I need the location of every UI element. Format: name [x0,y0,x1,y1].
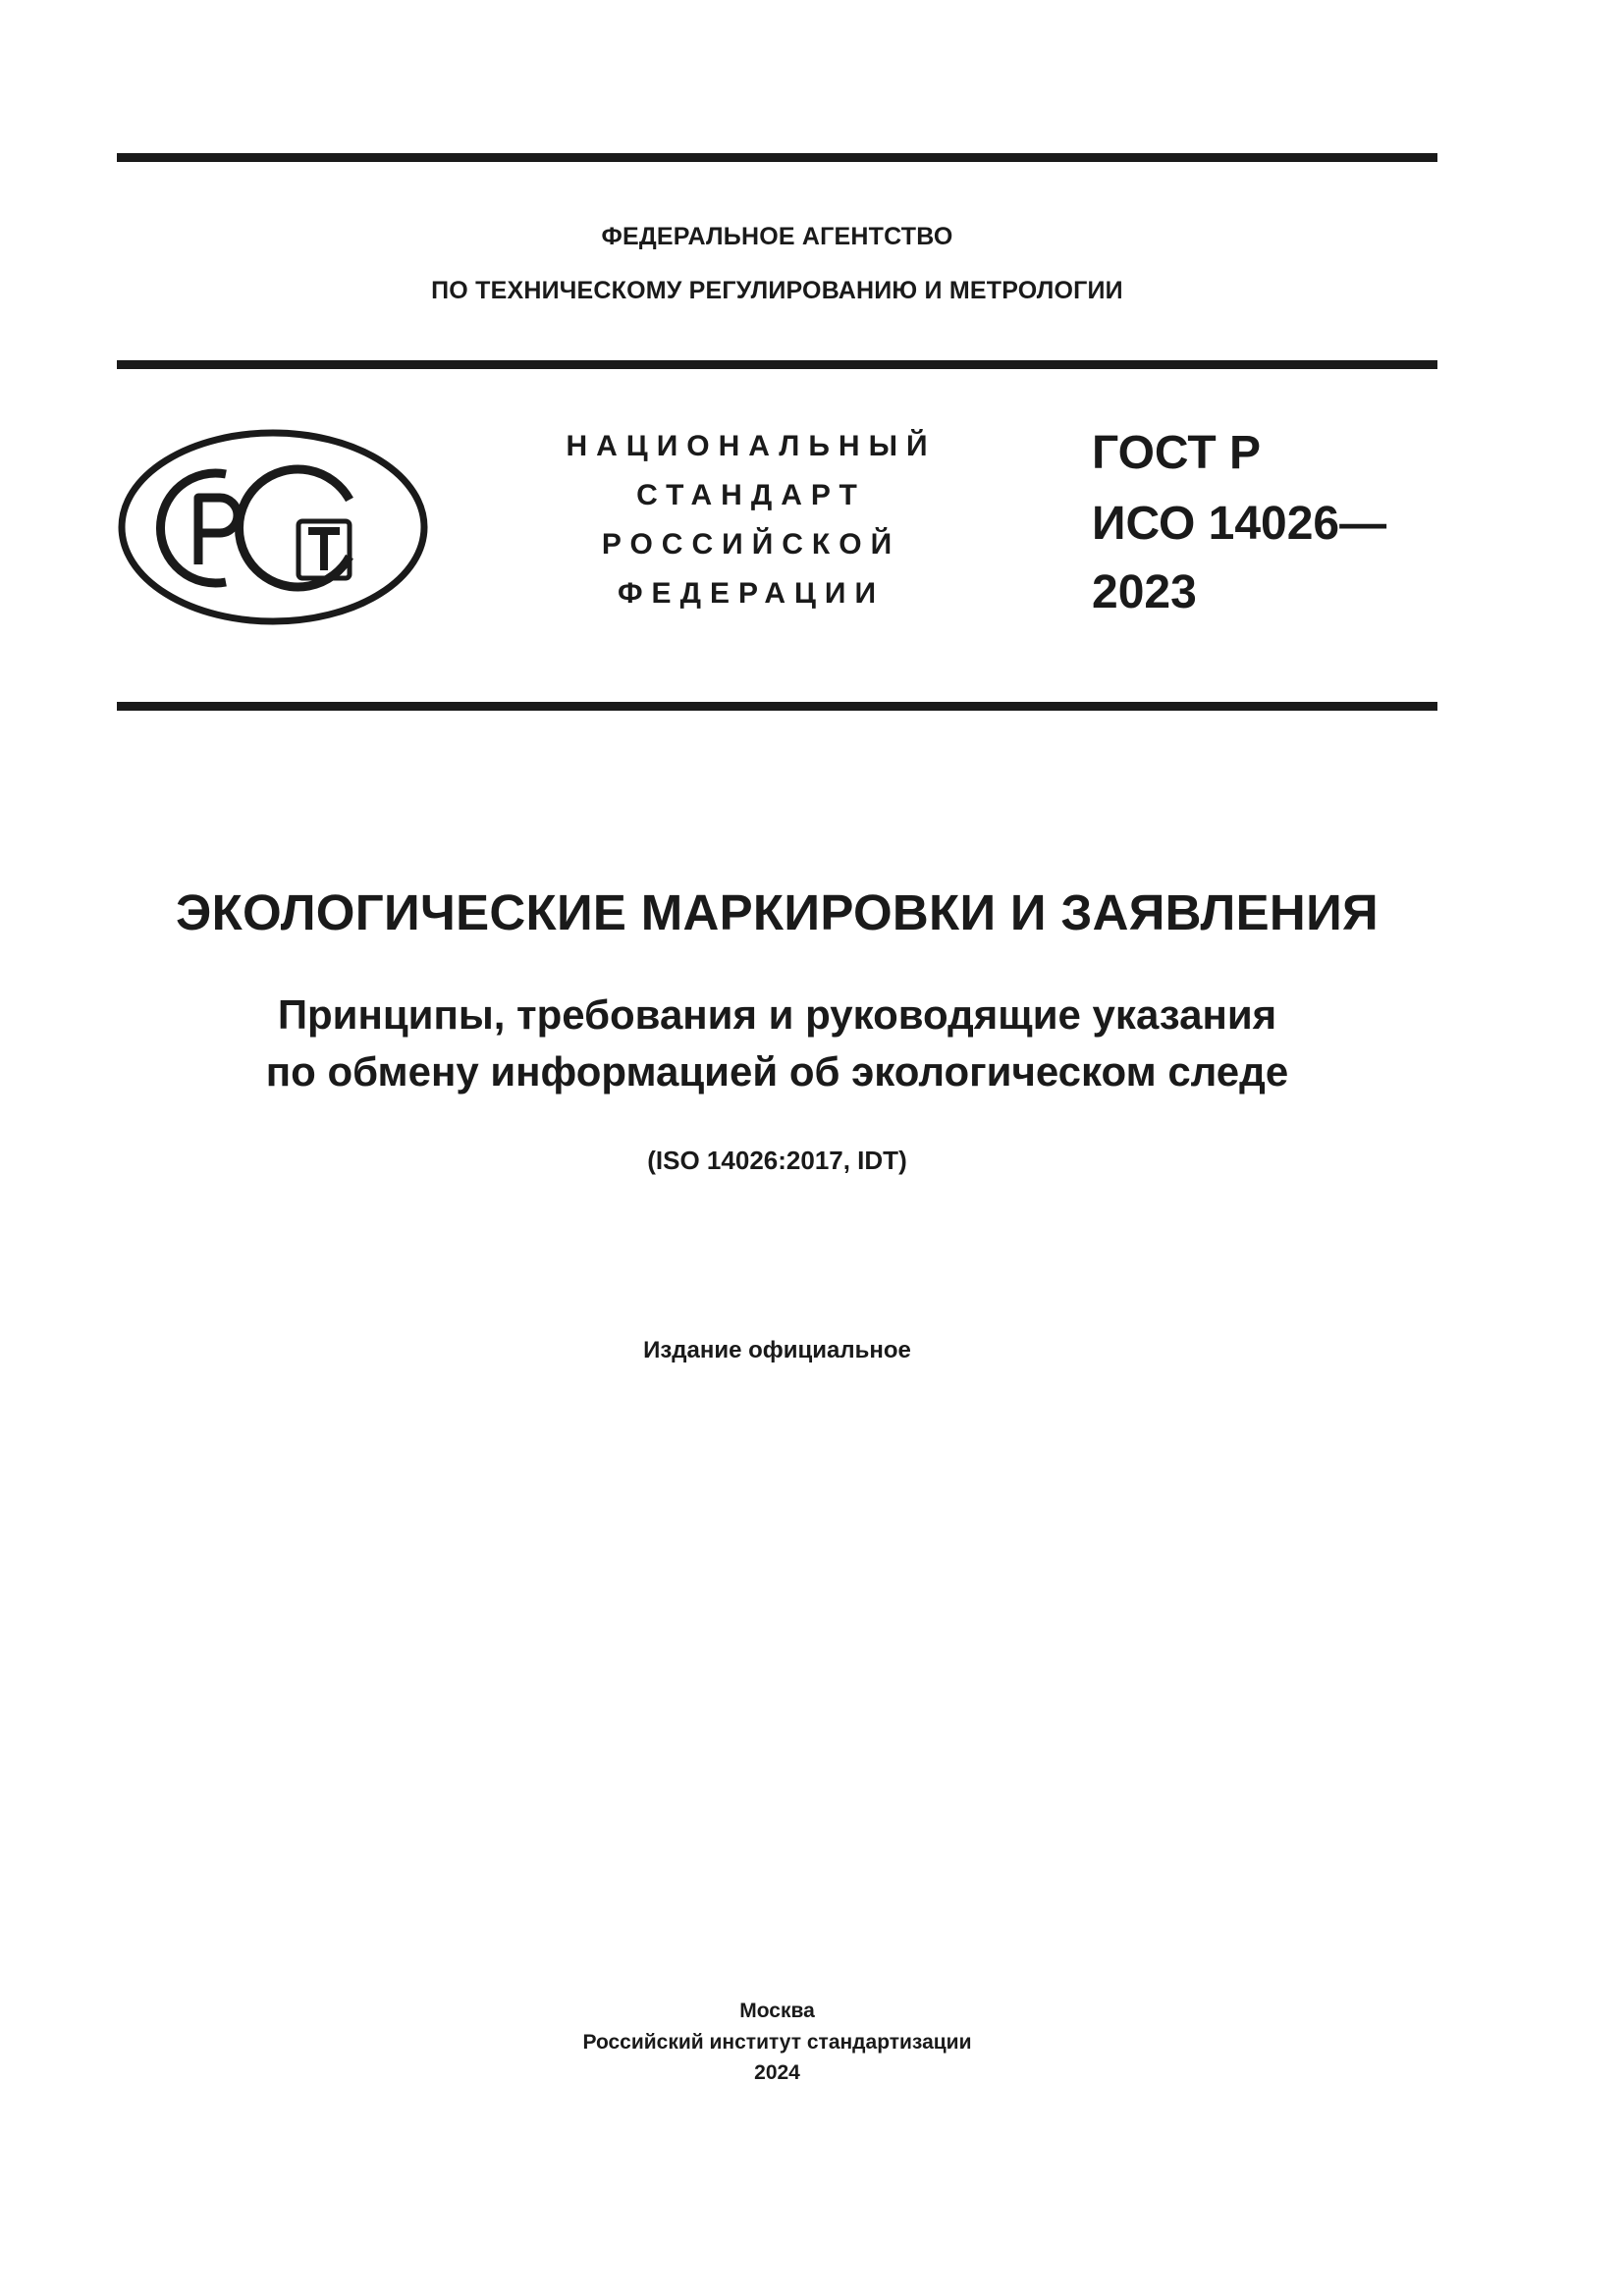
imprint-publisher: Российский институт стандартизации [582,2031,972,2054]
agency-name-line-2: ПО ТЕХНИЧЕСКОМУ РЕГУЛИРОВАНИЮ И МЕТРОЛОГИИ [431,277,1123,304]
designation-line-3: 2023 [1092,566,1197,618]
designation-line-1: ГОСТ Р [1092,427,1262,479]
designation-line-2: ИСО 14026— [1092,498,1387,550]
document-subtitle-line-2: по обмену информацией об экологическом следе [265,1048,1289,1095]
top-divider-rule [117,153,1437,162]
iso-reference: (ISO 14026:2017, IDT) [647,1146,907,1175]
standard-type-line-2: СТАНДАРТ [636,479,866,511]
imprint-city: Москва [739,2000,815,2022]
edition-label: Издание официальное [643,1337,911,1363]
standard-type-line-3: РОССИЙСКОЙ [601,528,901,561]
header-divider-rule [117,360,1437,369]
standard-type-line-4: ФЕДЕРАЦИИ [617,577,886,610]
title-block-divider-rule [117,702,1437,711]
agency-name-line-1: ФЕДЕРАЛЬНОЕ АГЕНТСТВО [601,223,953,250]
imprint-year: 2024 [754,2061,800,2084]
document-subtitle-line-1: Принципы, требования и руководящие указания [277,991,1277,1038]
document-title: ЭКОЛОГИЧЕСКИЕ МАРКИРОВКИ И ЗАЯВЛЕНИЯ [176,884,1379,940]
standard-type-line-1: НАЦИОНАЛЬНЫЙ [566,430,937,462]
rst-certification-mark-icon [116,427,430,628]
